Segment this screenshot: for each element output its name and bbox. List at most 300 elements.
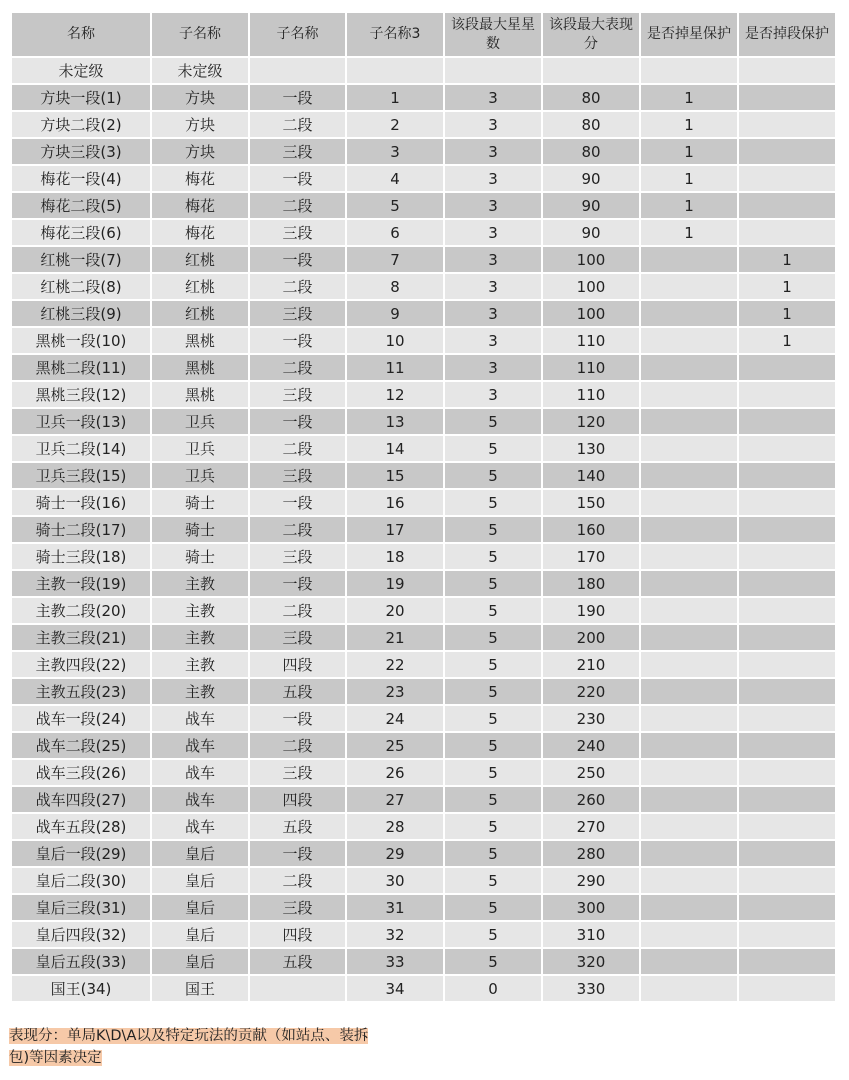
table-cell: 280 xyxy=(543,841,639,868)
table-cell: 5 xyxy=(445,895,541,922)
table-cell: 240 xyxy=(543,733,639,760)
table-cell: 四段 xyxy=(250,922,345,949)
table-cell: 25 xyxy=(347,733,443,760)
table-cell: 二段 xyxy=(250,517,345,544)
table-cell xyxy=(641,922,737,949)
table-cell: 骑士一段(16) xyxy=(12,490,150,517)
table-cell: 20 xyxy=(347,598,443,625)
table-cell: 210 xyxy=(543,652,639,679)
table-cell xyxy=(641,598,737,625)
table-cell xyxy=(543,58,639,85)
table-cell: 卫兵 xyxy=(152,436,248,463)
table-cell: 5 xyxy=(445,490,541,517)
table-cell: 三段 xyxy=(250,139,345,166)
table-cell xyxy=(739,733,835,760)
table-cell xyxy=(739,814,835,841)
table-cell: 国王(34) xyxy=(12,976,150,1003)
table-cell: 黑桃二段(11) xyxy=(12,355,150,382)
table-cell: 300 xyxy=(543,895,639,922)
table-cell: 110 xyxy=(543,382,639,409)
table-cell: 战车二段(25) xyxy=(12,733,150,760)
table-cell: 130 xyxy=(543,436,639,463)
table-cell: 100 xyxy=(543,247,639,274)
table-cell: 18 xyxy=(347,544,443,571)
column-header: 该段最大星星数 xyxy=(445,13,541,58)
column-header: 是否掉段保护 xyxy=(739,13,835,58)
table-cell xyxy=(347,58,443,85)
table-row xyxy=(12,328,835,355)
table-row xyxy=(12,976,835,1003)
table-cell: 一段 xyxy=(250,328,345,355)
table-cell: 战车四段(27) xyxy=(12,787,150,814)
table-row xyxy=(12,409,835,436)
table-cell: 110 xyxy=(543,355,639,382)
table-cell xyxy=(739,976,835,1003)
table-cell: 方块 xyxy=(152,85,248,112)
table-cell: 二段 xyxy=(250,868,345,895)
table-cell: 32 xyxy=(347,922,443,949)
table-cell: 三段 xyxy=(250,895,345,922)
table-cell: 1 xyxy=(347,85,443,112)
table-cell: 三段 xyxy=(250,625,345,652)
table-cell xyxy=(641,58,737,85)
table-cell: 140 xyxy=(543,463,639,490)
table-cell xyxy=(641,382,737,409)
table-cell: 卫兵一段(13) xyxy=(12,409,150,436)
table-cell: 15 xyxy=(347,463,443,490)
table-cell: 方块 xyxy=(152,112,248,139)
table-row xyxy=(12,436,835,463)
table-cell xyxy=(739,895,835,922)
table-cell: 一段 xyxy=(250,841,345,868)
table-cell: 梅花三段(6) xyxy=(12,220,150,247)
table-cell: 5 xyxy=(347,193,443,220)
table-cell xyxy=(739,760,835,787)
table-cell: 3 xyxy=(445,274,541,301)
table-cell: 220 xyxy=(543,679,639,706)
table-cell: 90 xyxy=(543,220,639,247)
table-cell: 230 xyxy=(543,706,639,733)
table-cell xyxy=(641,760,737,787)
table-cell xyxy=(739,112,835,139)
table-cell: 190 xyxy=(543,598,639,625)
table-row xyxy=(12,598,835,625)
table-cell: 三段 xyxy=(250,760,345,787)
table-cell: 5 xyxy=(445,652,541,679)
table-cell: 22 xyxy=(347,652,443,679)
table-cell: 30 xyxy=(347,868,443,895)
table-cell xyxy=(739,220,835,247)
table-row xyxy=(12,247,835,274)
column-header: 该段最大表现分 xyxy=(543,13,639,58)
table-cell xyxy=(641,841,737,868)
table-cell: 皇后 xyxy=(152,949,248,976)
table-cell xyxy=(250,58,345,85)
table-cell: 16 xyxy=(347,490,443,517)
table-row xyxy=(12,787,835,814)
column-header: 是否掉星保护 xyxy=(641,13,737,58)
table-row xyxy=(12,355,835,382)
column-header: 子名称3 xyxy=(347,13,443,58)
table-cell: 100 xyxy=(543,301,639,328)
table-cell: 骑士三段(18) xyxy=(12,544,150,571)
table-cell: 主教 xyxy=(152,571,248,598)
table-cell xyxy=(641,706,737,733)
table-cell: 80 xyxy=(543,85,639,112)
table-cell: 未定级 xyxy=(12,58,150,85)
table-cell: 180 xyxy=(543,571,639,598)
table-cell xyxy=(739,85,835,112)
table-cell: 5 xyxy=(445,733,541,760)
table-row xyxy=(12,139,835,166)
table-cell xyxy=(739,922,835,949)
table-cell: 主教一段(19) xyxy=(12,571,150,598)
table-cell: 红桃二段(8) xyxy=(12,274,150,301)
table-cell: 主教 xyxy=(152,598,248,625)
table-cell: 5 xyxy=(445,814,541,841)
table-cell: 二段 xyxy=(250,112,345,139)
table-cell: 7 xyxy=(347,247,443,274)
table-cell: 皇后 xyxy=(152,841,248,868)
table-row xyxy=(12,868,835,895)
table-cell: 250 xyxy=(543,760,639,787)
table-cell: 梅花 xyxy=(152,220,248,247)
table-cell: 战车三段(26) xyxy=(12,760,150,787)
table-row xyxy=(12,274,835,301)
table-cell: 23 xyxy=(347,679,443,706)
table-cell: 骑士二段(17) xyxy=(12,517,150,544)
table-cell: 黑桃 xyxy=(152,382,248,409)
table-cell xyxy=(739,787,835,814)
table-cell: 卫兵三段(15) xyxy=(12,463,150,490)
table-cell: 5 xyxy=(445,544,541,571)
table-cell: 红桃 xyxy=(152,301,248,328)
table-cell: 方块三段(3) xyxy=(12,139,150,166)
table-row xyxy=(12,679,835,706)
table-cell: 骑士 xyxy=(152,517,248,544)
table-cell xyxy=(250,976,345,1003)
table-cell: 红桃三段(9) xyxy=(12,301,150,328)
table-cell xyxy=(739,571,835,598)
table-cell xyxy=(641,490,737,517)
table-cell: 28 xyxy=(347,814,443,841)
table-cell xyxy=(739,517,835,544)
table-cell xyxy=(641,949,737,976)
table-cell: 1 xyxy=(641,112,737,139)
table-cell: 方块二段(2) xyxy=(12,112,150,139)
table-cell: 皇后五段(33) xyxy=(12,949,150,976)
table-cell: 3 xyxy=(445,139,541,166)
table-cell: 5 xyxy=(445,625,541,652)
table-cell: 5 xyxy=(445,706,541,733)
table-header-row xyxy=(12,13,835,58)
table-cell: 四段 xyxy=(250,787,345,814)
table-cell xyxy=(641,544,737,571)
table-cell: 1 xyxy=(739,247,835,274)
table-cell: 6 xyxy=(347,220,443,247)
table-cell: 9 xyxy=(347,301,443,328)
table-cell: 3 xyxy=(445,166,541,193)
table-cell xyxy=(641,652,737,679)
table-cell: 主教四段(22) xyxy=(12,652,150,679)
table-cell: 主教 xyxy=(152,679,248,706)
table-cell: 10 xyxy=(347,328,443,355)
table-cell: 一段 xyxy=(250,571,345,598)
table-cell: 红桃 xyxy=(152,274,248,301)
table-cell: 31 xyxy=(347,895,443,922)
table-row xyxy=(12,760,835,787)
table-cell: 皇后三段(31) xyxy=(12,895,150,922)
table-cell: 100 xyxy=(543,274,639,301)
table-cell: 皇后 xyxy=(152,922,248,949)
table-cell xyxy=(641,463,737,490)
table-cell: 战车 xyxy=(152,787,248,814)
table-cell: 皇后二段(30) xyxy=(12,868,150,895)
table-cell: 5 xyxy=(445,517,541,544)
table-cell: 34 xyxy=(347,976,443,1003)
table-cell: 一段 xyxy=(250,409,345,436)
table-cell xyxy=(641,976,737,1003)
table-cell: 3 xyxy=(445,328,541,355)
table-cell xyxy=(739,382,835,409)
table-cell: 梅花二段(5) xyxy=(12,193,150,220)
table-cell xyxy=(641,274,737,301)
table-cell: 1 xyxy=(739,301,835,328)
table-cell: 14 xyxy=(347,436,443,463)
table-cell xyxy=(641,814,737,841)
table-cell: 120 xyxy=(543,409,639,436)
table-cell: 五段 xyxy=(250,949,345,976)
table-cell: 黑桃三段(12) xyxy=(12,382,150,409)
table-cell: 3 xyxy=(445,247,541,274)
table-cell: 110 xyxy=(543,328,639,355)
table-cell: 80 xyxy=(543,112,639,139)
footnote-text: 表现分：单局K\D\A以及特定玩法的贡献（如站点、装拆包)等因素决定 xyxy=(9,1028,369,1066)
table-cell xyxy=(739,193,835,220)
table-cell: 皇后 xyxy=(152,895,248,922)
table-cell xyxy=(739,58,835,85)
table-cell: 3 xyxy=(445,112,541,139)
table-cell xyxy=(739,679,835,706)
table-cell xyxy=(641,868,737,895)
table-cell xyxy=(739,436,835,463)
table-cell: 5 xyxy=(445,463,541,490)
table-cell: 3 xyxy=(445,355,541,382)
rank-table xyxy=(10,13,837,1003)
table-cell: 3 xyxy=(445,382,541,409)
table-cell xyxy=(739,544,835,571)
table-cell: 骑士 xyxy=(152,490,248,517)
table-cell xyxy=(739,706,835,733)
table-cell: 26 xyxy=(347,760,443,787)
table-cell: 五段 xyxy=(250,814,345,841)
table-cell: 战车五段(28) xyxy=(12,814,150,841)
table-cell: 4 xyxy=(347,166,443,193)
table-cell xyxy=(739,868,835,895)
table-cell: 战车 xyxy=(152,760,248,787)
table-cell: 主教 xyxy=(152,625,248,652)
table-cell: 21 xyxy=(347,625,443,652)
table-cell: 一段 xyxy=(250,490,345,517)
table-cell: 24 xyxy=(347,706,443,733)
table-cell: 8 xyxy=(347,274,443,301)
table-cell xyxy=(641,895,737,922)
table-cell: 国王 xyxy=(152,976,248,1003)
table-cell: 5 xyxy=(445,949,541,976)
table-cell: 未定级 xyxy=(152,58,248,85)
table-cell: 主教二段(20) xyxy=(12,598,150,625)
table-cell: 皇后 xyxy=(152,868,248,895)
table-cell: 3 xyxy=(347,139,443,166)
table-cell: 5 xyxy=(445,598,541,625)
table-cell: 战车 xyxy=(152,814,248,841)
table-row xyxy=(12,706,835,733)
table-row xyxy=(12,922,835,949)
table-cell xyxy=(739,409,835,436)
table-cell: 红桃一段(7) xyxy=(12,247,150,274)
table-cell: 1 xyxy=(641,220,737,247)
table-cell: 红桃 xyxy=(152,247,248,274)
table-cell xyxy=(739,490,835,517)
table-cell xyxy=(739,355,835,382)
table-cell: 骑士 xyxy=(152,544,248,571)
table-cell: 战车一段(24) xyxy=(12,706,150,733)
table-cell: 5 xyxy=(445,841,541,868)
table-cell: 二段 xyxy=(250,355,345,382)
table-cell: 290 xyxy=(543,868,639,895)
table-row xyxy=(12,166,835,193)
table-cell: 梅花 xyxy=(152,193,248,220)
table-row xyxy=(12,652,835,679)
table-cell: 0 xyxy=(445,976,541,1003)
table-cell: 战车 xyxy=(152,733,248,760)
table-cell xyxy=(445,58,541,85)
footnote xyxy=(9,1025,379,1069)
table-cell: 320 xyxy=(543,949,639,976)
table-cell xyxy=(641,571,737,598)
table-cell: 主教 xyxy=(152,652,248,679)
table-row xyxy=(12,625,835,652)
table-cell: 方块 xyxy=(152,139,248,166)
table-row xyxy=(12,463,835,490)
table-cell: 三段 xyxy=(250,301,345,328)
table-cell: 黑桃 xyxy=(152,355,248,382)
table-cell xyxy=(739,652,835,679)
table-row xyxy=(12,544,835,571)
table-row xyxy=(12,949,835,976)
table-row xyxy=(12,112,835,139)
table-cell: 1 xyxy=(641,166,737,193)
table-cell xyxy=(641,517,737,544)
table-cell: 29 xyxy=(347,841,443,868)
table-cell: 四段 xyxy=(250,652,345,679)
table-cell: 二段 xyxy=(250,193,345,220)
table-row xyxy=(12,571,835,598)
table-cell: 3 xyxy=(445,85,541,112)
table-cell: 260 xyxy=(543,787,639,814)
table-cell: 方块一段(1) xyxy=(12,85,150,112)
table-cell: 270 xyxy=(543,814,639,841)
table-cell: 27 xyxy=(347,787,443,814)
table-cell: 梅花一段(4) xyxy=(12,166,150,193)
table-cell xyxy=(739,463,835,490)
table-cell xyxy=(641,328,737,355)
table-row xyxy=(12,220,835,247)
table-cell: 1 xyxy=(739,274,835,301)
table-cell: 一段 xyxy=(250,247,345,274)
table-row xyxy=(12,841,835,868)
table-row xyxy=(12,382,835,409)
table-cell xyxy=(641,436,737,463)
table-cell: 梅花 xyxy=(152,166,248,193)
table-cell: 5 xyxy=(445,679,541,706)
table-cell: 二段 xyxy=(250,733,345,760)
table-cell xyxy=(739,139,835,166)
table-cell: 二段 xyxy=(250,436,345,463)
table-cell: 一段 xyxy=(250,166,345,193)
table-cell: 一段 xyxy=(250,706,345,733)
table-cell: 19 xyxy=(347,571,443,598)
table-cell: 33 xyxy=(347,949,443,976)
table-cell: 150 xyxy=(543,490,639,517)
table-cell: 80 xyxy=(543,139,639,166)
table-cell xyxy=(641,301,737,328)
table-row xyxy=(12,490,835,517)
table-cell: 战车 xyxy=(152,706,248,733)
table-cell: 二段 xyxy=(250,274,345,301)
table-cell: 3 xyxy=(445,301,541,328)
table-cell: 5 xyxy=(445,787,541,814)
table-cell: 160 xyxy=(543,517,639,544)
table-cell: 卫兵 xyxy=(152,409,248,436)
table-cell: 二段 xyxy=(250,598,345,625)
table-cell: 黑桃 xyxy=(152,328,248,355)
table-cell: 13 xyxy=(347,409,443,436)
table-cell: 三段 xyxy=(250,463,345,490)
table-cell: 3 xyxy=(445,193,541,220)
table-row xyxy=(12,733,835,760)
table-cell: 三段 xyxy=(250,220,345,247)
table-row xyxy=(12,301,835,328)
table-cell: 五段 xyxy=(250,679,345,706)
table-cell xyxy=(641,409,737,436)
table-row xyxy=(12,58,835,85)
table-cell xyxy=(739,841,835,868)
table-cell: 黑桃一段(10) xyxy=(12,328,150,355)
table-cell: 310 xyxy=(543,922,639,949)
table-cell: 主教三段(21) xyxy=(12,625,150,652)
table-cell xyxy=(641,247,737,274)
table-cell: 1 xyxy=(641,139,737,166)
table-cell: 皇后一段(29) xyxy=(12,841,150,868)
table-cell: 5 xyxy=(445,571,541,598)
table-cell: 17 xyxy=(347,517,443,544)
table-row xyxy=(12,517,835,544)
table-cell: 主教五段(23) xyxy=(12,679,150,706)
table-cell: 5 xyxy=(445,409,541,436)
table-cell xyxy=(641,355,737,382)
table-cell: 5 xyxy=(445,868,541,895)
table-cell: 3 xyxy=(445,220,541,247)
table-cell xyxy=(739,949,835,976)
table-cell: 170 xyxy=(543,544,639,571)
table-cell: 12 xyxy=(347,382,443,409)
column-header: 子名称 xyxy=(250,13,345,58)
table-row xyxy=(12,193,835,220)
table-cell: 卫兵二段(14) xyxy=(12,436,150,463)
table-cell: 330 xyxy=(543,976,639,1003)
table-cell: 一段 xyxy=(250,85,345,112)
